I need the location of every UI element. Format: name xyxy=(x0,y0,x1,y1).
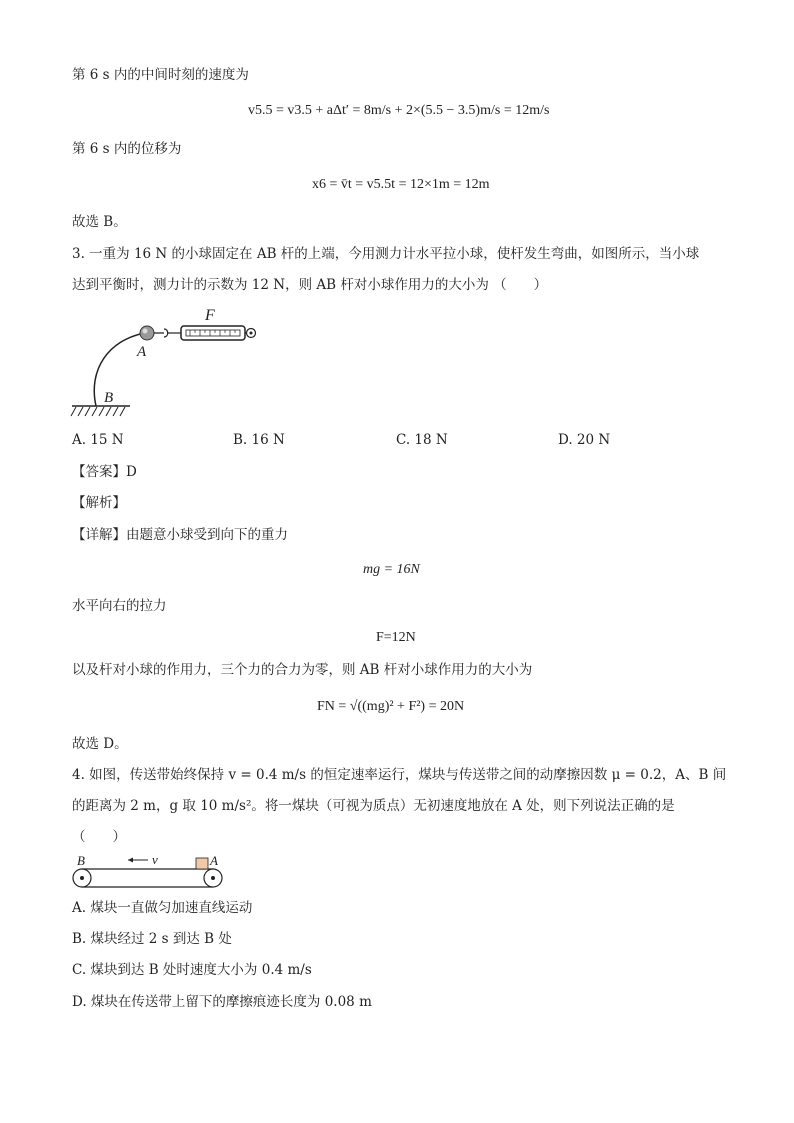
q3-bent-rod-figure xyxy=(68,300,268,420)
q4-stem-line1: 4. 如图，传送带始终保持 v = 0.4 m/s 的恒定速率运行，煤块与传送带之间的动摩擦因数 μ = 0.2，A、B 间 xyxy=(72,767,727,783)
q3-option-c: C. 18 N xyxy=(396,432,448,448)
q3-option-b: B. 16 N xyxy=(233,432,285,448)
q4-option-b: B. 煤块经过 2 s 到达 B 处 xyxy=(72,931,232,947)
q3-eq-resultant: FN = √((mg)² + F²) = 20N xyxy=(317,699,465,714)
q4-option-c: C. 煤块到达 B 处时速度大小为 0.4 m/s xyxy=(72,962,312,978)
q3-eq-gravity: mg = 16N xyxy=(363,562,420,577)
mid-velocity-intro: 第 6 s 内的中间时刻的速度为 xyxy=(72,67,249,83)
q3-option-a: A. 15 N xyxy=(72,432,124,448)
label-B: B xyxy=(77,853,85,868)
q3-analysis-label: 【解析】 xyxy=(72,495,126,511)
q4-option-a: A. 煤块一直做匀加速直线运动 xyxy=(72,900,253,916)
label-A: A xyxy=(210,853,218,868)
q4-option-d: D. 煤块在传送带上留下的摩擦痕迹长度为 0.08 m xyxy=(72,994,372,1010)
q3-stem-line1: 3. 一重为 16 N 的小球固定在 AB 杆的上端，今用测力计水平拉小球，使杆发生弯曲，如图所示，当小球 xyxy=(72,246,700,262)
q3-sum-text: 以及杆对小球的作用力，三个力的合力为零，则 AB 杆对小球作用力的大小为 xyxy=(72,662,533,678)
prev-conclusion: 故选 B。 xyxy=(72,214,127,230)
q3-conclusion: 故选 D。 xyxy=(72,736,128,752)
label-F: F xyxy=(205,307,215,324)
ball xyxy=(140,326,154,340)
q4-stem-line3: （ ） xyxy=(72,829,126,845)
q3-answer: 【答案】D xyxy=(72,464,137,480)
q3-pull-text: 水平向右的拉力 xyxy=(72,598,167,614)
q4-conveyor-figure xyxy=(70,850,230,892)
displacement-equation: x6 = v̄t = v5.5t = 12×1m = 12m xyxy=(312,177,490,192)
q3-eq-pull: F=12N xyxy=(376,630,416,645)
q4-stem-line2: 的距离为 2 m，g 取 10 m/s²。将一煤块（可视为质点）无初速度地放在 A 处，则下列说法正确的是 xyxy=(72,798,675,814)
label-A: A xyxy=(137,344,147,360)
displacement-intro: 第 6 s 内的位移为 xyxy=(72,141,182,157)
label-v: v xyxy=(152,852,158,867)
label-B: B xyxy=(104,390,114,406)
q3-option-d: D. 20 N xyxy=(558,432,611,448)
mid-velocity-equation: v5.5 = v3.5 + aΔt′ = 8m/s + 2×(5.5 − 3.5)m/s = 12m/s xyxy=(248,103,550,118)
q3-stem-line2: 达到平衡时，测力计的示数为 12 N，则 AB 杆对小球作用力的大小为 （ ） xyxy=(72,277,548,293)
coal-block xyxy=(196,858,208,869)
q3-detail-line: 【详解】由题意小球受到向下的重力 xyxy=(72,527,288,543)
